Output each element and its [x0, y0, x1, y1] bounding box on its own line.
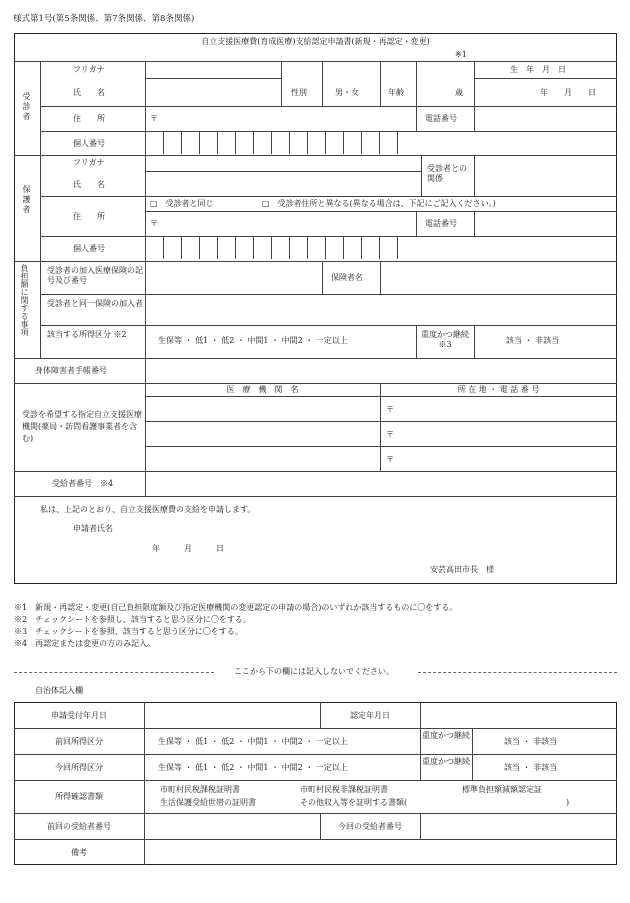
patient-postal-mark: 〒 [150, 114, 158, 123]
curr-income-options[interactable]: 生保等 ・ 低1 ・ 低2 ・ 中間1 ・ 中間2 ・ 一定以上 [158, 763, 348, 772]
patient-my-number-cells[interactable] [145, 132, 415, 154]
institution-postal-mark: 〒 [386, 405, 394, 414]
doc-reduction-certificate[interactable]: 標準負担額減額認定証 [462, 785, 542, 794]
patient-age-label: 年齢 [388, 88, 404, 97]
patient-furigana-label: フリガナ [73, 65, 105, 74]
guardian-address-same-checkbox[interactable]: □ 受診者と同じ [150, 199, 214, 208]
guardian-my-number-cells[interactable] [145, 237, 415, 259]
income-docs-label: 所得確認書類 [55, 792, 103, 801]
guardian-address-diff-checkbox[interactable]: □ 受診者住所と異なる(異なる場合は、下記にご記入ください。) [262, 199, 496, 208]
income-class-label: 該当する所得区分 ※2 [47, 330, 127, 339]
disability-book-label: 身体障害者手帳番号 [35, 366, 107, 375]
patient-phone-label: 電話番号 [425, 114, 457, 123]
applicant-name-label: 申請者氏名 [73, 524, 113, 533]
institution-address-header: 所 在 地 ・ 電 話 番 号 [457, 385, 540, 394]
doc-taxation-certificate[interactable]: 市町村民税課税証明書 [160, 785, 240, 794]
approved-date-label: 認定年月日 [350, 711, 390, 720]
burden-section-label: 負担額に関する事項 [20, 264, 29, 336]
form-title: 自立支援医療費(育成医療)支給認定申請書(新規・再認定・変更) [201, 37, 430, 46]
institution-label: 受診を希望する指定自立支援医療機関(薬局・訪問看護事業者を含む) [22, 410, 142, 443]
guardian-postal-mark: 〒 [150, 219, 158, 228]
doc-other-income[interactable]: その他収入等を証明する書類( [300, 798, 408, 807]
received-date-label: 申請受付年月日 [51, 711, 107, 720]
prev-recipient-label: 前回の受給者番号 [47, 822, 111, 831]
patient-birth-fields[interactable]: 年 月 日 [540, 88, 596, 97]
guardian-relation-label: 受診者との関係 [427, 164, 467, 183]
patient-birth-label: 生 年 月 日 [510, 65, 566, 74]
guardian-furigana-label: フリガナ [73, 158, 105, 167]
patient-sex-options[interactable]: 男・女 [335, 88, 359, 97]
curr-severe-options[interactable]: 該当 ・ 非該当 [504, 763, 558, 772]
patient-name-label: 氏 名 [73, 88, 105, 97]
guardian-my-number-label: 個人番号 [73, 244, 105, 253]
note-3: ※3 チェックシートを参照、該当すると思う区分に〇をする。 [14, 627, 243, 636]
title-note: ※1 [455, 50, 467, 59]
income-class-options[interactable]: 生保等 ・ 低1 ・ 低2 ・ 中間1 ・ 中間2 ・ 一定以上 [158, 336, 348, 345]
doc-non-taxation-certificate[interactable]: 市町村民税非課税証明書 [300, 785, 388, 794]
institution-postal-mark: 〒 [386, 430, 394, 439]
prev-severe-label: 重度かつ継続 [422, 731, 470, 740]
addressee: 安芸高田市長 様 [430, 565, 494, 574]
application-date[interactable]: 年 月 日 [152, 544, 224, 553]
form-number: 様式第1号(第5条関係、第7条関係、第8条関係) [13, 14, 195, 24]
office-section-title: 自治体記入欄 [35, 686, 83, 695]
recipient-number-label: 受給者番号 ※4 [52, 479, 114, 488]
doc-other-close: ) [566, 798, 570, 807]
note-4: ※4 再認定または変更の方のみ記入。 [14, 639, 156, 648]
prev-severe-options[interactable]: 該当 ・ 非該当 [504, 737, 558, 746]
guardian-address-label: 住 所 [73, 212, 105, 221]
guardian-section-label: 保護者 [22, 185, 31, 215]
prev-income-options[interactable]: 生保等 ・ 低1 ・ 低2 ・ 中間1 ・ 中間2 ・ 一定以上 [158, 737, 348, 746]
office-use-table [14, 702, 617, 865]
doc-welfare-certificate[interactable]: 生活保護受給世帯の証明書 [160, 798, 256, 807]
remarks-label: 備考 [71, 848, 87, 857]
declaration-text: 私は、上記のとおり、自立支援医療費の支給を申請します。 [40, 505, 256, 514]
note-2: ※2 チェックシートを参照し、該当すると思う区分に〇をする。 [14, 615, 251, 624]
note-1: ※1 新規・再認定・変更(自己負担限度額及び指定医療機関の変更認定の申請の場合)のいずれか該当するものに〇をする。 [14, 603, 458, 612]
patient-age-unit: 歳 [455, 88, 463, 97]
curr-severe-label: 重度かつ継続 [422, 757, 470, 766]
insurance-number-label: 受診者の加入医療保険の記号及び番号 [47, 266, 143, 285]
severe-continuous-options[interactable]: 該当 ・ 非該当 [506, 336, 560, 345]
guardian-name-label: 氏 名 [73, 180, 105, 189]
curr-income-label: 今回所得区分 [55, 763, 103, 772]
same-insurance-label: 受診者と同一保険の加入者 [47, 299, 143, 308]
patient-address-label: 住 所 [73, 114, 105, 123]
severe-continuous-label: 重度かつ継続 ※3 [421, 330, 469, 349]
patient-section-label: 受診者 [22, 92, 31, 122]
curr-recipient-label: 今回の受給者番号 [338, 822, 402, 831]
guardian-phone-label: 電話番号 [425, 219, 457, 228]
prev-income-label: 前回所得区分 [55, 737, 103, 746]
cut-line-text: ここから下の欄には記入しないでください。 [234, 667, 394, 676]
institution-name-header: 医 療 機 関 名 [226, 385, 299, 394]
insurer-name-label: 保険者名 [331, 273, 363, 282]
patient-my-number-label: 個人番号 [73, 139, 105, 148]
patient-sex-label: 性別 [291, 88, 307, 97]
institution-postal-mark: 〒 [386, 455, 394, 464]
